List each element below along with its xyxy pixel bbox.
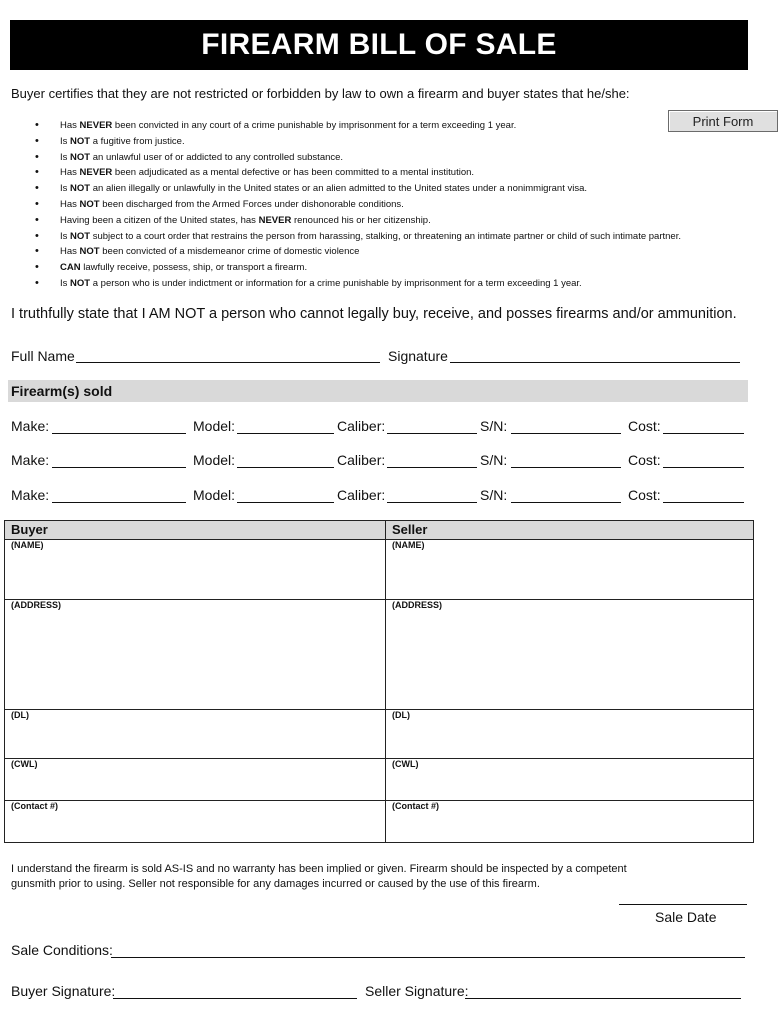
full-name-field[interactable] xyxy=(76,362,380,363)
buyer-address-cell[interactable] xyxy=(5,600,386,710)
certification-item: • CAN lawfully receive, possess, ship, or transport a firearm. xyxy=(35,260,681,276)
bullet-icon: • xyxy=(35,119,39,131)
sn-field[interactable] xyxy=(511,433,621,434)
buyer-signature-field[interactable] xyxy=(113,998,357,999)
seller-contact-label: (Contact #) xyxy=(392,801,439,811)
cost-field[interactable] xyxy=(663,467,744,468)
cost-field[interactable] xyxy=(663,433,744,434)
sn-label: S/N: xyxy=(480,452,508,468)
make-label: Make: xyxy=(11,487,50,503)
model-field[interactable] xyxy=(237,502,334,503)
buyer-dl-cell[interactable] xyxy=(5,710,386,759)
buyer-dl-label: (DL) xyxy=(11,710,29,720)
print-form-button[interactable]: Print Form xyxy=(668,110,778,132)
caliber-label: Caliber: xyxy=(337,418,386,434)
bullet-icon: • xyxy=(35,261,39,274)
firearm-row xyxy=(11,452,751,472)
bullet-icon: • xyxy=(35,182,39,195)
buyer-name-label: (NAME) xyxy=(11,540,44,550)
certification-item: • Is NOT a person who is under indictment or information for a crime punishable by imprisonment for a term exceeding 1 year. xyxy=(35,276,681,292)
make-label: Make: xyxy=(11,418,50,434)
buyer-cwl-cell[interactable] xyxy=(5,759,386,801)
make-field[interactable] xyxy=(52,433,186,434)
bullet-icon: • xyxy=(35,166,39,179)
as-is-disclaimer: I understand the firearm is sold AS-IS and no warranty has been implied or given. Firearm should be inspected by a competent gunsmith prior to using. Seller not responsible for any damages incurred or caused by the use of this firearm. xyxy=(11,863,627,890)
seller-signature-field[interactable] xyxy=(465,998,741,999)
certification-item: • Is NOT an alien illegally or unlawfully in the United states or an alien admitted to the United states under a nonimmigrant visa. xyxy=(35,181,681,197)
bullet-icon: • xyxy=(35,213,39,226)
legal-statement: I truthfully state that I AM NOT a person who cannot legally buy, receive, and posses firearms and/or ammunition. xyxy=(11,306,737,322)
model-label: Model: xyxy=(193,487,236,503)
buyer-header: Buyer xyxy=(5,521,386,540)
seller-dl-cell[interactable] xyxy=(386,710,754,759)
sn-label: S/N: xyxy=(480,418,508,434)
full-name-label: Full Name xyxy=(11,348,75,364)
caliber-field[interactable] xyxy=(387,467,477,468)
seller-name-cell[interactable] xyxy=(386,540,754,600)
certification-item: • Has NOT been convicted of a misdemeanor crime of domestic violence xyxy=(35,244,681,260)
cost-field[interactable] xyxy=(663,502,744,503)
certification-item: • Having been a citizen of the United states, has NEVER renounced his or her citizenship. xyxy=(35,213,681,229)
caliber-field[interactable] xyxy=(387,502,477,503)
intro-text: Buyer certifies that they are not restricted or forbidden by law to own a firearm and buyer states that he/she: xyxy=(11,86,630,101)
seller-header: Seller xyxy=(386,521,754,540)
sn-field[interactable] xyxy=(511,467,621,468)
bullet-icon: • xyxy=(35,134,39,147)
caliber-field[interactable] xyxy=(387,433,477,434)
signature-field[interactable] xyxy=(450,362,740,363)
sale-conditions-field[interactable] xyxy=(111,957,745,958)
buyer-contact-label: (Contact #) xyxy=(11,801,58,811)
make-field[interactable] xyxy=(52,467,186,468)
bullet-icon: • xyxy=(35,245,39,258)
make-field[interactable] xyxy=(52,502,186,503)
cost-label: Cost: xyxy=(628,487,661,503)
sn-field[interactable] xyxy=(511,502,621,503)
firearm-row xyxy=(11,487,751,507)
seller-dl-label: (DL) xyxy=(392,710,410,720)
caliber-label: Caliber: xyxy=(337,487,386,503)
firearm-row xyxy=(11,418,751,438)
certification-item: • Has NOT been discharged from the Armed Forces under dishonorable conditions. xyxy=(35,197,681,213)
model-label: Model: xyxy=(193,452,236,468)
cost-label: Cost: xyxy=(628,418,661,434)
buyer-seller-table xyxy=(4,520,754,843)
buyer-signature-label: Buyer Signature: xyxy=(11,983,116,999)
model-label: Model: xyxy=(193,418,236,434)
bullet-icon: • xyxy=(35,150,39,163)
seller-address-label: (ADDRESS) xyxy=(392,600,443,610)
seller-name-label: (NAME) xyxy=(392,540,425,550)
sale-date-field[interactable] xyxy=(619,904,747,905)
caliber-label: Caliber: xyxy=(337,452,386,468)
bullet-icon: • xyxy=(35,229,39,242)
buyer-cwl-label: (CWL) xyxy=(11,759,38,769)
certification-item: • Is NOT subject to a court order that restrains the person from harassing, stalking, or threatening an intimate partner or child of such intimate partner. xyxy=(35,229,681,245)
cost-label: Cost: xyxy=(628,452,661,468)
make-label: Make: xyxy=(11,452,50,468)
seller-cwl-label: (CWL) xyxy=(392,759,419,769)
buyer-name-cell[interactable] xyxy=(5,540,386,600)
seller-cwl-cell[interactable] xyxy=(386,759,754,801)
sn-label: S/N: xyxy=(480,487,508,503)
bullet-icon: • xyxy=(35,197,39,210)
model-field[interactable] xyxy=(237,433,334,434)
certification-item: • Has NEVER been convicted in any court of a crime punishable by imprisonment for a term exceeding 1 year. xyxy=(35,118,681,134)
firearms-sold-header: Firearm(s) sold xyxy=(8,380,748,402)
form-title: FIREARM BILL OF SALE xyxy=(10,20,748,70)
buyer-contact-cell[interactable] xyxy=(5,801,386,843)
certification-item: • Is NOT an unlawful user of or addicted to any controlled substance. xyxy=(35,150,681,166)
sale-conditions-label: Sale Conditions: xyxy=(11,942,113,958)
seller-address-cell[interactable] xyxy=(386,600,754,710)
certification-list xyxy=(35,118,681,292)
certification-item: • Is NOT a fugitive from justice. xyxy=(35,134,681,150)
certification-item: • Has NEVER been adjudicated as a mental defective or has been committed to a mental institution. xyxy=(35,165,681,181)
bullet-icon: • xyxy=(35,276,39,289)
signature-label: Signature xyxy=(388,348,448,364)
buyer-address-label: (ADDRESS) xyxy=(11,600,62,610)
seller-contact-cell[interactable] xyxy=(386,801,754,843)
sale-date-label: Sale Date xyxy=(655,909,717,925)
seller-signature-label: Seller Signature: xyxy=(365,983,469,999)
model-field[interactable] xyxy=(237,467,334,468)
